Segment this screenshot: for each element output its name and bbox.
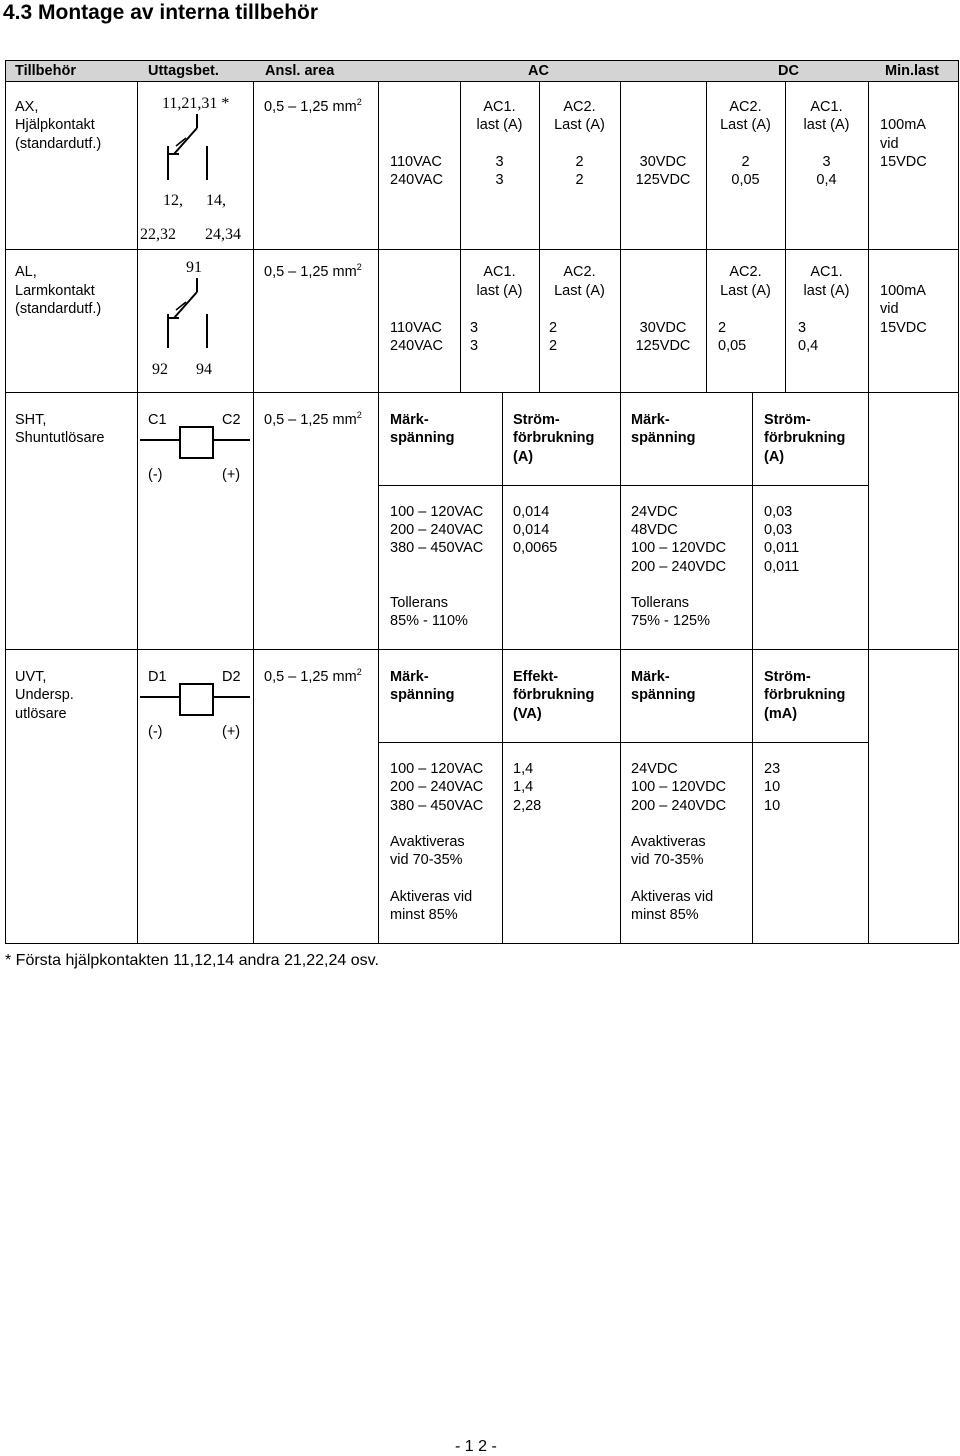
uvt-dc-current-2: 10 (764, 779, 781, 795)
al-dc-ac1-header-2: last (A) (803, 283, 850, 299)
page-number: - 1 2 - (455, 1438, 497, 1455)
ax-term-mid-2: 14, (206, 192, 226, 209)
sht-dc-h2-1: Ström- (764, 412, 811, 428)
sht-dc-current-4: 0,011 (764, 559, 800, 575)
header-ac: AC (528, 63, 549, 79)
al-ac2-header-1: AC2. (563, 264, 596, 280)
uvt-ac-activate-2: minst 85% (390, 907, 458, 923)
sht-ac-voltage-3: 380 – 450VAC (390, 540, 484, 556)
sht-term-right: C2 (222, 412, 241, 428)
sht-area: 0,5 – 1,25 $mm^2$ (264, 410, 362, 428)
header-terminal: Uttagsbet. (148, 63, 219, 79)
ax-term-top: 11,21,31 * (162, 95, 230, 112)
uvt-name-1: UVT, (15, 669, 47, 685)
al-ac1-header-1: AC1. (483, 264, 516, 280)
sht-dc-current-3: 0,011 (764, 540, 800, 556)
sht-ac-voltage-1: 100 – 120VAC (390, 504, 484, 520)
uvt-term-left: D1 (148, 669, 167, 685)
sht-dc-voltage-2: 48VDC (631, 522, 678, 538)
al-dc-ac2-value-1: 2 (718, 320, 727, 336)
ax-name-3: (standardutf.) (15, 136, 102, 152)
uvt-ac-h1-1: Märk- (390, 669, 429, 685)
ax-ac1-header-1: AC1. (483, 99, 516, 115)
ax-dc-ac1-value-1: 3 (822, 154, 831, 170)
al-dc-ac1-header-1: AC1. (810, 264, 843, 280)
al-name-1: AL, (15, 264, 37, 280)
uvt-ac-power-2: 1,4 (513, 779, 534, 795)
uvt-dc-h2-3: (mA) (764, 706, 798, 722)
al-ac1-header-2: last (A) (476, 283, 523, 299)
sht-ac-h2-2: förbrukning (513, 430, 595, 446)
sht-ac-current-3: 0,0065 (513, 540, 558, 556)
uvt-dc-voltage-2: 100 – 120VDC (631, 779, 727, 795)
sht-ac-current-2: 0,014 (513, 522, 550, 538)
sht-ac-tol-2: 85% - 110% (390, 613, 468, 629)
uvt-name-2: Undersp. (15, 687, 74, 703)
sht-term-left: C1 (148, 412, 167, 428)
al-dc-ac1-value-2: 0,4 (798, 338, 819, 354)
al-dc-ac2-value-2: 0,05 (718, 338, 747, 354)
ax-minload-1: 100mA (880, 117, 926, 133)
uvt-term-right: D2 (222, 669, 241, 685)
al-ac1-value-2: 3 (470, 338, 479, 354)
sht-dc-h2-3: (A) (764, 449, 785, 465)
footnote: * Första hjälpkontakten 11,12,14 andra 21,22,24 osv. (5, 952, 379, 969)
ax-dc-ac1-header-2: last (A) (803, 117, 850, 133)
ax-name-2: Hjälpkontakt (15, 117, 95, 133)
ax-term-bottom-2: 24,34 (205, 226, 241, 243)
sht-ac-h1-1: Märk- (390, 412, 429, 428)
sht-dc-tol-2: 75% - 125% (631, 613, 710, 629)
ax-area: 0,5 – 1,25 $mm^2$ (264, 97, 362, 115)
uvt-dc-h1-1: Märk- (631, 669, 670, 685)
uvt-dc-release-1: Avaktiveras (631, 834, 706, 850)
uvt-ac-h2-1: Effekt- (513, 669, 559, 685)
ax-dc-ac1-value-2: 0,4 (816, 172, 837, 188)
ax-ac-voltage-2: 240VAC (390, 172, 443, 188)
ax-dc-ac1-header-1: AC1. (810, 99, 843, 115)
uvt-ac-activate-1: Aktiveras vid (390, 889, 473, 905)
ax-ac2-value-2: 2 (575, 172, 584, 188)
ax-ac1-value-1: 3 (495, 154, 504, 170)
al-dc-voltage-2: 125VDC (635, 338, 691, 354)
ax-dc-ac2-header-1: AC2. (729, 99, 762, 115)
header-accessory: Tillbehör (15, 63, 76, 79)
ax-dc-voltage-1: 30VDC (639, 154, 687, 170)
al-minload-1: 100mA (880, 283, 926, 299)
sht-dc-h1-2: spänning (631, 430, 696, 446)
ax-ac2-header-1: AC2. (563, 99, 596, 115)
sht-dc-h2-2: förbrukning (764, 430, 846, 446)
sht-ac-h2-3: (A) (513, 449, 534, 465)
al-ac2-header-2: Last (A) (554, 283, 605, 299)
uvt-pol-right: (+) (222, 724, 241, 740)
sht-dc-voltage-4: 200 – 240VDC (631, 559, 727, 575)
uvt-dc-voltage-1: 24VDC (631, 761, 678, 777)
uvt-dc-h2-2: förbrukning (764, 687, 846, 703)
sht-ac-tol-1: Tollerans (390, 595, 449, 611)
sht-dc-tol-1: Tollerans (631, 595, 690, 611)
ax-ac2-value-1: 2 (575, 154, 584, 170)
al-minload-2: vid (880, 301, 899, 317)
ax-dc-ac2-value-1: 2 (741, 154, 750, 170)
al-contact-symbol-icon (140, 274, 250, 354)
uvt-dc-voltage-3: 200 – 240VDC (631, 798, 727, 814)
header-dc: DC (778, 63, 799, 79)
uvt-name-3: utlösare (15, 706, 67, 722)
uvt-coil-symbol-icon (140, 682, 250, 722)
al-dc-ac2-header-1: AC2. (729, 264, 762, 280)
sht-ac-h1-2: spänning (390, 430, 455, 446)
ax-term-bottom-1: 22,32 (140, 226, 176, 243)
sht-coil-symbol-icon (140, 425, 250, 465)
ax-ac1-value-2: 3 (495, 172, 504, 188)
uvt-dc-activate-2: minst 85% (631, 907, 699, 923)
header-minload: Min.last (885, 63, 939, 79)
uvt-dc-current-3: 10 (764, 798, 781, 814)
sht-name-2: Shuntutlösare (15, 430, 105, 446)
ax-dc-ac2-value-2: 0,05 (731, 172, 760, 188)
ax-contact-symbol-icon (140, 110, 250, 190)
al-ac-voltage-2: 240VAC (390, 338, 443, 354)
page-title: 4.3 Montage av interna tillbehör (3, 1, 319, 24)
uvt-ac-power-3: 2,28 (513, 798, 542, 814)
uvt-pol-left: (-) (148, 724, 163, 740)
al-ac-voltage-1: 110VAC (390, 320, 442, 336)
ax-minload-2: vid (880, 136, 899, 152)
uvt-ac-voltage-2: 200 – 240VAC (390, 779, 484, 795)
sht-dc-voltage-3: 100 – 120VDC (631, 540, 727, 556)
sht-ac-current-1: 0,014 (513, 504, 550, 520)
ax-ac1-header-2: last (A) (476, 117, 523, 133)
ax-ac-voltage-1: 110VAC (390, 154, 442, 170)
uvt-ac-h1-2: spänning (390, 687, 455, 703)
uvt-ac-release-2: vid 70-35% (390, 852, 463, 868)
ax-term-mid-1: 12, (163, 192, 183, 209)
ax-dc-voltage-2: 125VDC (635, 172, 691, 188)
sht-name-1: SHT, (15, 412, 47, 428)
uvt-ac-h2-3: (VA) (513, 706, 542, 722)
al-minload-3: 15VDC (880, 320, 927, 336)
uvt-ac-h2-2: förbrukning (513, 687, 595, 703)
uvt-dc-h1-2: spänning (631, 687, 696, 703)
al-name-3: (standardutf.) (15, 301, 102, 317)
uvt-dc-release-2: vid 70-35% (631, 852, 704, 868)
al-term-top: 91 (186, 259, 202, 276)
al-dc-voltage-1: 30VDC (639, 320, 687, 336)
al-ac2-value-2: 2 (549, 338, 558, 354)
sht-dc-current-2: 0,03 (764, 522, 793, 538)
al-dc-ac2-header-2: Last (A) (720, 283, 771, 299)
sht-dc-current-1: 0,03 (764, 504, 793, 520)
uvt-area: 0,5 – 1,25 $mm^2$ (264, 667, 362, 685)
uvt-dc-activate-1: Aktiveras vid (631, 889, 714, 905)
al-term-bottom-1: 92 (152, 361, 168, 378)
al-term-bottom-2: 94 (196, 361, 212, 378)
sht-dc-h1-1: Märk- (631, 412, 670, 428)
al-dc-ac1-value-1: 3 (798, 320, 807, 336)
al-ac1-value-1: 3 (470, 320, 479, 336)
uvt-ac-release-1: Avaktiveras (390, 834, 465, 850)
ax-minload-3: 15VDC (880, 154, 927, 170)
uvt-ac-voltage-1: 100 – 120VAC (390, 761, 484, 777)
ax-ac2-header-2: Last (A) (554, 117, 605, 133)
sht-ac-h2-1: Ström- (513, 412, 560, 428)
header-area: Ansl. area (265, 63, 335, 79)
uvt-ac-power-1: 1,4 (513, 761, 534, 777)
sht-pol-left: (-) (148, 467, 163, 483)
sht-ac-voltage-2: 200 – 240VAC (390, 522, 484, 538)
ax-name-1: AX, (15, 99, 39, 115)
uvt-ac-voltage-3: 380 – 450VAC (390, 798, 484, 814)
al-name-2: Larmkontakt (15, 283, 95, 299)
sht-pol-right: (+) (222, 467, 241, 483)
uvt-dc-current-1: 23 (764, 761, 781, 777)
ax-dc-ac2-header-2: Last (A) (720, 117, 771, 133)
al-area: 0,5 – 1,25 $mm^2$ (264, 262, 362, 280)
uvt-dc-h2-1: Ström- (764, 669, 811, 685)
al-ac2-value-1: 2 (549, 320, 558, 336)
sht-dc-voltage-1: 24VDC (631, 504, 678, 520)
